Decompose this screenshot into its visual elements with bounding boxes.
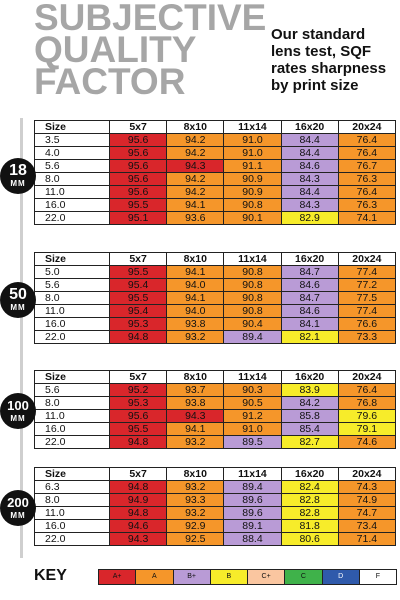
column-header: Size: [35, 468, 110, 481]
sqf-value-cell: 90.8: [224, 305, 281, 318]
sqf-value-cell: 94.3: [167, 160, 224, 173]
sqf-value-cell: 84.3: [281, 199, 338, 212]
title-line-1: SUBJECTIVE: [34, 0, 267, 38]
sqf-value-cell: 94.8: [110, 481, 167, 494]
focal-length-unit: MM: [10, 414, 26, 423]
table-row: [35, 305, 396, 318]
sqf-value-cell: 74.6: [338, 436, 395, 449]
aperture-cell: 4.0: [35, 147, 110, 160]
table-row: [35, 331, 396, 344]
column-header: 16x20: [281, 121, 338, 134]
sqf-value-cell: 76.8: [338, 397, 395, 410]
sqf-value-cell: 89.5: [224, 436, 281, 449]
table-row: [35, 520, 396, 533]
aperture-cell: 8.0: [35, 173, 110, 186]
column-header: 5x7: [110, 468, 167, 481]
column-header: Size: [35, 121, 110, 134]
table-row: [35, 279, 396, 292]
sqf-value-cell: 88.4: [224, 533, 281, 546]
column-header: 5x7: [110, 253, 167, 266]
key-swatch: C+: [248, 570, 285, 584]
sqf-value-cell: 84.2: [281, 397, 338, 410]
aperture-cell: 11.0: [35, 507, 110, 520]
sqf-value-cell: 84.1: [281, 318, 338, 331]
sqf-value-cell: 95.4: [110, 279, 167, 292]
focal-length-number: 100: [7, 398, 29, 413]
sqf-value-cell: 95.5: [110, 266, 167, 279]
sqf-value-cell: 80.6: [281, 533, 338, 546]
column-header: 16x20: [281, 468, 338, 481]
sqf-value-cell: 94.8: [110, 436, 167, 449]
column-header: 20x24: [338, 253, 395, 266]
sqf-value-cell: 93.7: [167, 384, 224, 397]
sqf-value-cell: 74.9: [338, 494, 395, 507]
aperture-cell: 6.3: [35, 481, 110, 494]
focal-length-unit: MM: [10, 179, 26, 188]
sqf-value-cell: 74.7: [338, 507, 395, 520]
focal-length-number: 200: [7, 495, 29, 510]
aperture-cell: 8.0: [35, 494, 110, 507]
focal-length-unit: MM: [10, 303, 26, 312]
sqf-value-cell: 94.8: [110, 507, 167, 520]
table-row: [35, 384, 396, 397]
sqf-value-cell: 76.4: [338, 134, 395, 147]
column-header: 8x10: [167, 121, 224, 134]
sqf-value-cell: 90.5: [224, 397, 281, 410]
column-header: 5x7: [110, 121, 167, 134]
table-row: [35, 533, 396, 546]
aperture-cell: 5.6: [35, 384, 110, 397]
sqf-value-cell: 84.4: [281, 147, 338, 160]
sqf-value-cell: 73.3: [338, 331, 395, 344]
table-row: [35, 436, 396, 449]
sqf-value-cell: 94.9: [110, 494, 167, 507]
key-swatch: D: [323, 570, 360, 584]
sqf-value-cell: 76.3: [338, 199, 395, 212]
sqf-value-cell: 93.6: [167, 212, 224, 225]
focal-length-badge: [0, 490, 36, 526]
focal-length-badge: [0, 158, 36, 194]
sqf-value-cell: 91.2: [224, 410, 281, 423]
sqf-value-cell: 84.7: [281, 292, 338, 305]
sqf-value-cell: 84.4: [281, 134, 338, 147]
aperture-cell: 8.0: [35, 397, 110, 410]
key-swatch: A+: [99, 570, 136, 584]
sqf-value-cell: 94.1: [167, 199, 224, 212]
sqf-value-cell: 95.6: [110, 160, 167, 173]
key-label: KEY: [34, 567, 67, 584]
sqf-value-cell: 95.6: [110, 173, 167, 186]
table-row: [35, 292, 396, 305]
sqf-value-cell: 77.4: [338, 266, 395, 279]
sqf-value-cell: 94.3: [110, 533, 167, 546]
column-header: 20x24: [338, 468, 395, 481]
sqf-value-cell: 76.6: [338, 318, 395, 331]
sqf-value-cell: 95.3: [110, 397, 167, 410]
column-header: 20x24: [338, 371, 395, 384]
aperture-cell: 22.0: [35, 533, 110, 546]
column-header: 11x14: [224, 371, 281, 384]
sqf-value-cell: 77.4: [338, 305, 395, 318]
sqf-value-cell: 90.1: [224, 212, 281, 225]
sqf-value-cell: 91.0: [224, 134, 281, 147]
sqf-value-cell: 95.4: [110, 305, 167, 318]
table-row: [35, 423, 396, 436]
sqf-value-cell: 95.1: [110, 212, 167, 225]
table-row: [35, 494, 396, 507]
column-header: 16x20: [281, 371, 338, 384]
sqf-value-cell: 94.2: [167, 173, 224, 186]
sqf-value-cell: 85.8: [281, 410, 338, 423]
sqf-value-cell: 79.1: [338, 423, 395, 436]
column-header: 11x14: [224, 468, 281, 481]
aperture-cell: 11.0: [35, 410, 110, 423]
table-block-18mm: [34, 120, 396, 225]
sqf-value-cell: 94.2: [167, 134, 224, 147]
aperture-cell: 22.0: [35, 331, 110, 344]
table-header-row: [35, 371, 396, 384]
sqf-value-cell: 95.2: [110, 384, 167, 397]
sqf-value-cell: 76.4: [338, 147, 395, 160]
table-row: [35, 199, 396, 212]
sqf-table: [34, 252, 396, 344]
key-swatch: B+: [174, 570, 211, 584]
table-row: [35, 173, 396, 186]
table-row: [35, 160, 396, 173]
sqf-value-cell: 95.6: [110, 410, 167, 423]
sqf-value-cell: 94.1: [167, 292, 224, 305]
table-row: [35, 397, 396, 410]
key-swatch: F: [360, 570, 396, 584]
sqf-value-cell: 82.7: [281, 436, 338, 449]
sqf-value-cell: 95.5: [110, 199, 167, 212]
sqf-value-cell: 92.9: [167, 520, 224, 533]
table-block-200mm: [34, 467, 396, 546]
aperture-cell: 5.6: [35, 279, 110, 292]
aperture-cell: 5.6: [35, 160, 110, 173]
aperture-cell: 8.0: [35, 292, 110, 305]
key-swatch: C: [285, 570, 322, 584]
sqf-value-cell: 82.8: [281, 507, 338, 520]
sqf-value-cell: 94.1: [167, 423, 224, 436]
table-row: [35, 266, 396, 279]
sqf-value-cell: 94.2: [167, 186, 224, 199]
focal-length-unit: MM: [10, 511, 26, 520]
sqf-value-cell: 89.6: [224, 494, 281, 507]
column-header: 16x20: [281, 253, 338, 266]
page-title: [34, 0, 267, 102]
sqf-value-cell: 90.8: [224, 279, 281, 292]
sqf-value-cell: 90.9: [224, 173, 281, 186]
sqf-value-cell: 85.4: [281, 423, 338, 436]
sqf-value-cell: 90.9: [224, 186, 281, 199]
sqf-value-cell: 89.4: [224, 331, 281, 344]
sqf-value-cell: 77.2: [338, 279, 395, 292]
sqf-value-cell: 89.6: [224, 507, 281, 520]
sqf-value-cell: 84.6: [281, 160, 338, 173]
sqf-value-cell: 73.4: [338, 520, 395, 533]
sqf-value-cell: 76.4: [338, 186, 395, 199]
focal-length-badge: [0, 393, 36, 429]
sqf-value-cell: 93.2: [167, 436, 224, 449]
sqf-value-cell: 93.2: [167, 331, 224, 344]
column-header: Size: [35, 371, 110, 384]
focal-length-number: 18: [9, 162, 27, 179]
aperture-cell: 11.0: [35, 305, 110, 318]
sqf-value-cell: 84.6: [281, 305, 338, 318]
sqf-value-cell: 95.3: [110, 318, 167, 331]
sqf-value-cell: 94.0: [167, 279, 224, 292]
sqf-value-cell: 90.8: [224, 199, 281, 212]
sqf-value-cell: 93.8: [167, 318, 224, 331]
sqf-value-cell: 82.8: [281, 494, 338, 507]
table-row: [35, 481, 396, 494]
sqf-value-cell: 89.4: [224, 481, 281, 494]
sqf-value-cell: 94.6: [110, 520, 167, 533]
sqf-value-cell: 94.8: [110, 331, 167, 344]
table-block-100mm: [34, 370, 396, 449]
sqf-value-cell: 76.7: [338, 160, 395, 173]
focal-length-badge: [0, 282, 36, 318]
sqf-value-cell: 93.3: [167, 494, 224, 507]
table-header-row: [35, 253, 396, 266]
sqf-value-cell: 82.1: [281, 331, 338, 344]
sqf-value-cell: 83.9: [281, 384, 338, 397]
sqf-value-cell: 92.5: [167, 533, 224, 546]
key-swatch: A: [136, 570, 173, 584]
sqf-value-cell: 71.4: [338, 533, 395, 546]
table-row: [35, 410, 396, 423]
sqf-value-cell: 91.1: [224, 160, 281, 173]
sqf-value-cell: 94.3: [167, 410, 224, 423]
table-row: [35, 147, 396, 160]
column-header: 20x24: [338, 121, 395, 134]
focal-length-number: 50: [9, 286, 27, 303]
sqf-value-cell: 95.6: [110, 134, 167, 147]
table-row: [35, 134, 396, 147]
title-line-3: FACTOR: [34, 61, 186, 102]
sqf-value-cell: 95.5: [110, 423, 167, 436]
column-header: 5x7: [110, 371, 167, 384]
sqf-value-cell: 94.0: [167, 305, 224, 318]
sqf-value-cell: 95.6: [110, 147, 167, 160]
key-swatch: B: [211, 570, 248, 584]
table-header-row: [35, 121, 396, 134]
aperture-cell: 16.0: [35, 199, 110, 212]
sqf-value-cell: 84.4: [281, 186, 338, 199]
subtitle: Our standard lens test, SQF rates sharpness by print size: [271, 26, 387, 94]
sqf-value-cell: 77.5: [338, 292, 395, 305]
column-header: Size: [35, 253, 110, 266]
sqf-value-cell: 79.6: [338, 410, 395, 423]
column-header: 8x10: [167, 253, 224, 266]
column-header: 8x10: [167, 468, 224, 481]
sqf-table: [34, 120, 396, 225]
grade-key: [34, 568, 396, 584]
aperture-cell: 16.0: [35, 318, 110, 331]
sqf-value-cell: 90.8: [224, 266, 281, 279]
sqf-table: [34, 370, 396, 449]
sqf-value-cell: 89.1: [224, 520, 281, 533]
aperture-cell: 22.0: [35, 212, 110, 225]
title-line-2: QUALITY: [34, 29, 197, 70]
table-block-50mm: [34, 252, 396, 344]
column-header: 11x14: [224, 121, 281, 134]
sqf-value-cell: 93.2: [167, 481, 224, 494]
sqf-value-cell: 84.6: [281, 279, 338, 292]
sqf-table: [34, 467, 396, 546]
aperture-cell: 11.0: [35, 186, 110, 199]
sqf-value-cell: 74.1: [338, 212, 395, 225]
sqf-value-cell: 90.3: [224, 384, 281, 397]
table-row: [35, 186, 396, 199]
sqf-value-cell: 94.2: [167, 147, 224, 160]
sqf-value-cell: 82.4: [281, 481, 338, 494]
sqf-value-cell: 95.5: [110, 292, 167, 305]
sqf-value-cell: 90.4: [224, 318, 281, 331]
sqf-value-cell: 76.4: [338, 384, 395, 397]
table-row: [35, 507, 396, 520]
sqf-value-cell: 91.0: [224, 147, 281, 160]
table-row: [35, 318, 396, 331]
sqf-value-cell: 93.2: [167, 507, 224, 520]
column-header: 8x10: [167, 371, 224, 384]
sqf-value-cell: 84.7: [281, 266, 338, 279]
sqf-value-cell: 91.0: [224, 423, 281, 436]
aperture-cell: 3.5: [35, 134, 110, 147]
sqf-value-cell: 84.3: [281, 173, 338, 186]
sqf-value-cell: 74.3: [338, 481, 395, 494]
aperture-cell: 16.0: [35, 423, 110, 436]
sqf-value-cell: 82.9: [281, 212, 338, 225]
aperture-cell: 22.0: [35, 436, 110, 449]
sqf-value-cell: 76.3: [338, 173, 395, 186]
sqf-value-cell: 90.8: [224, 292, 281, 305]
table-header-row: [35, 468, 396, 481]
sqf-value-cell: 93.8: [167, 397, 224, 410]
sqf-value-cell: 81.8: [281, 520, 338, 533]
sqf-value-cell: 94.1: [167, 266, 224, 279]
sqf-value-cell: 95.6: [110, 186, 167, 199]
key-swatches: [98, 569, 397, 585]
column-header: 11x14: [224, 253, 281, 266]
aperture-cell: 16.0: [35, 520, 110, 533]
table-row: [35, 212, 396, 225]
aperture-cell: 5.0: [35, 266, 110, 279]
